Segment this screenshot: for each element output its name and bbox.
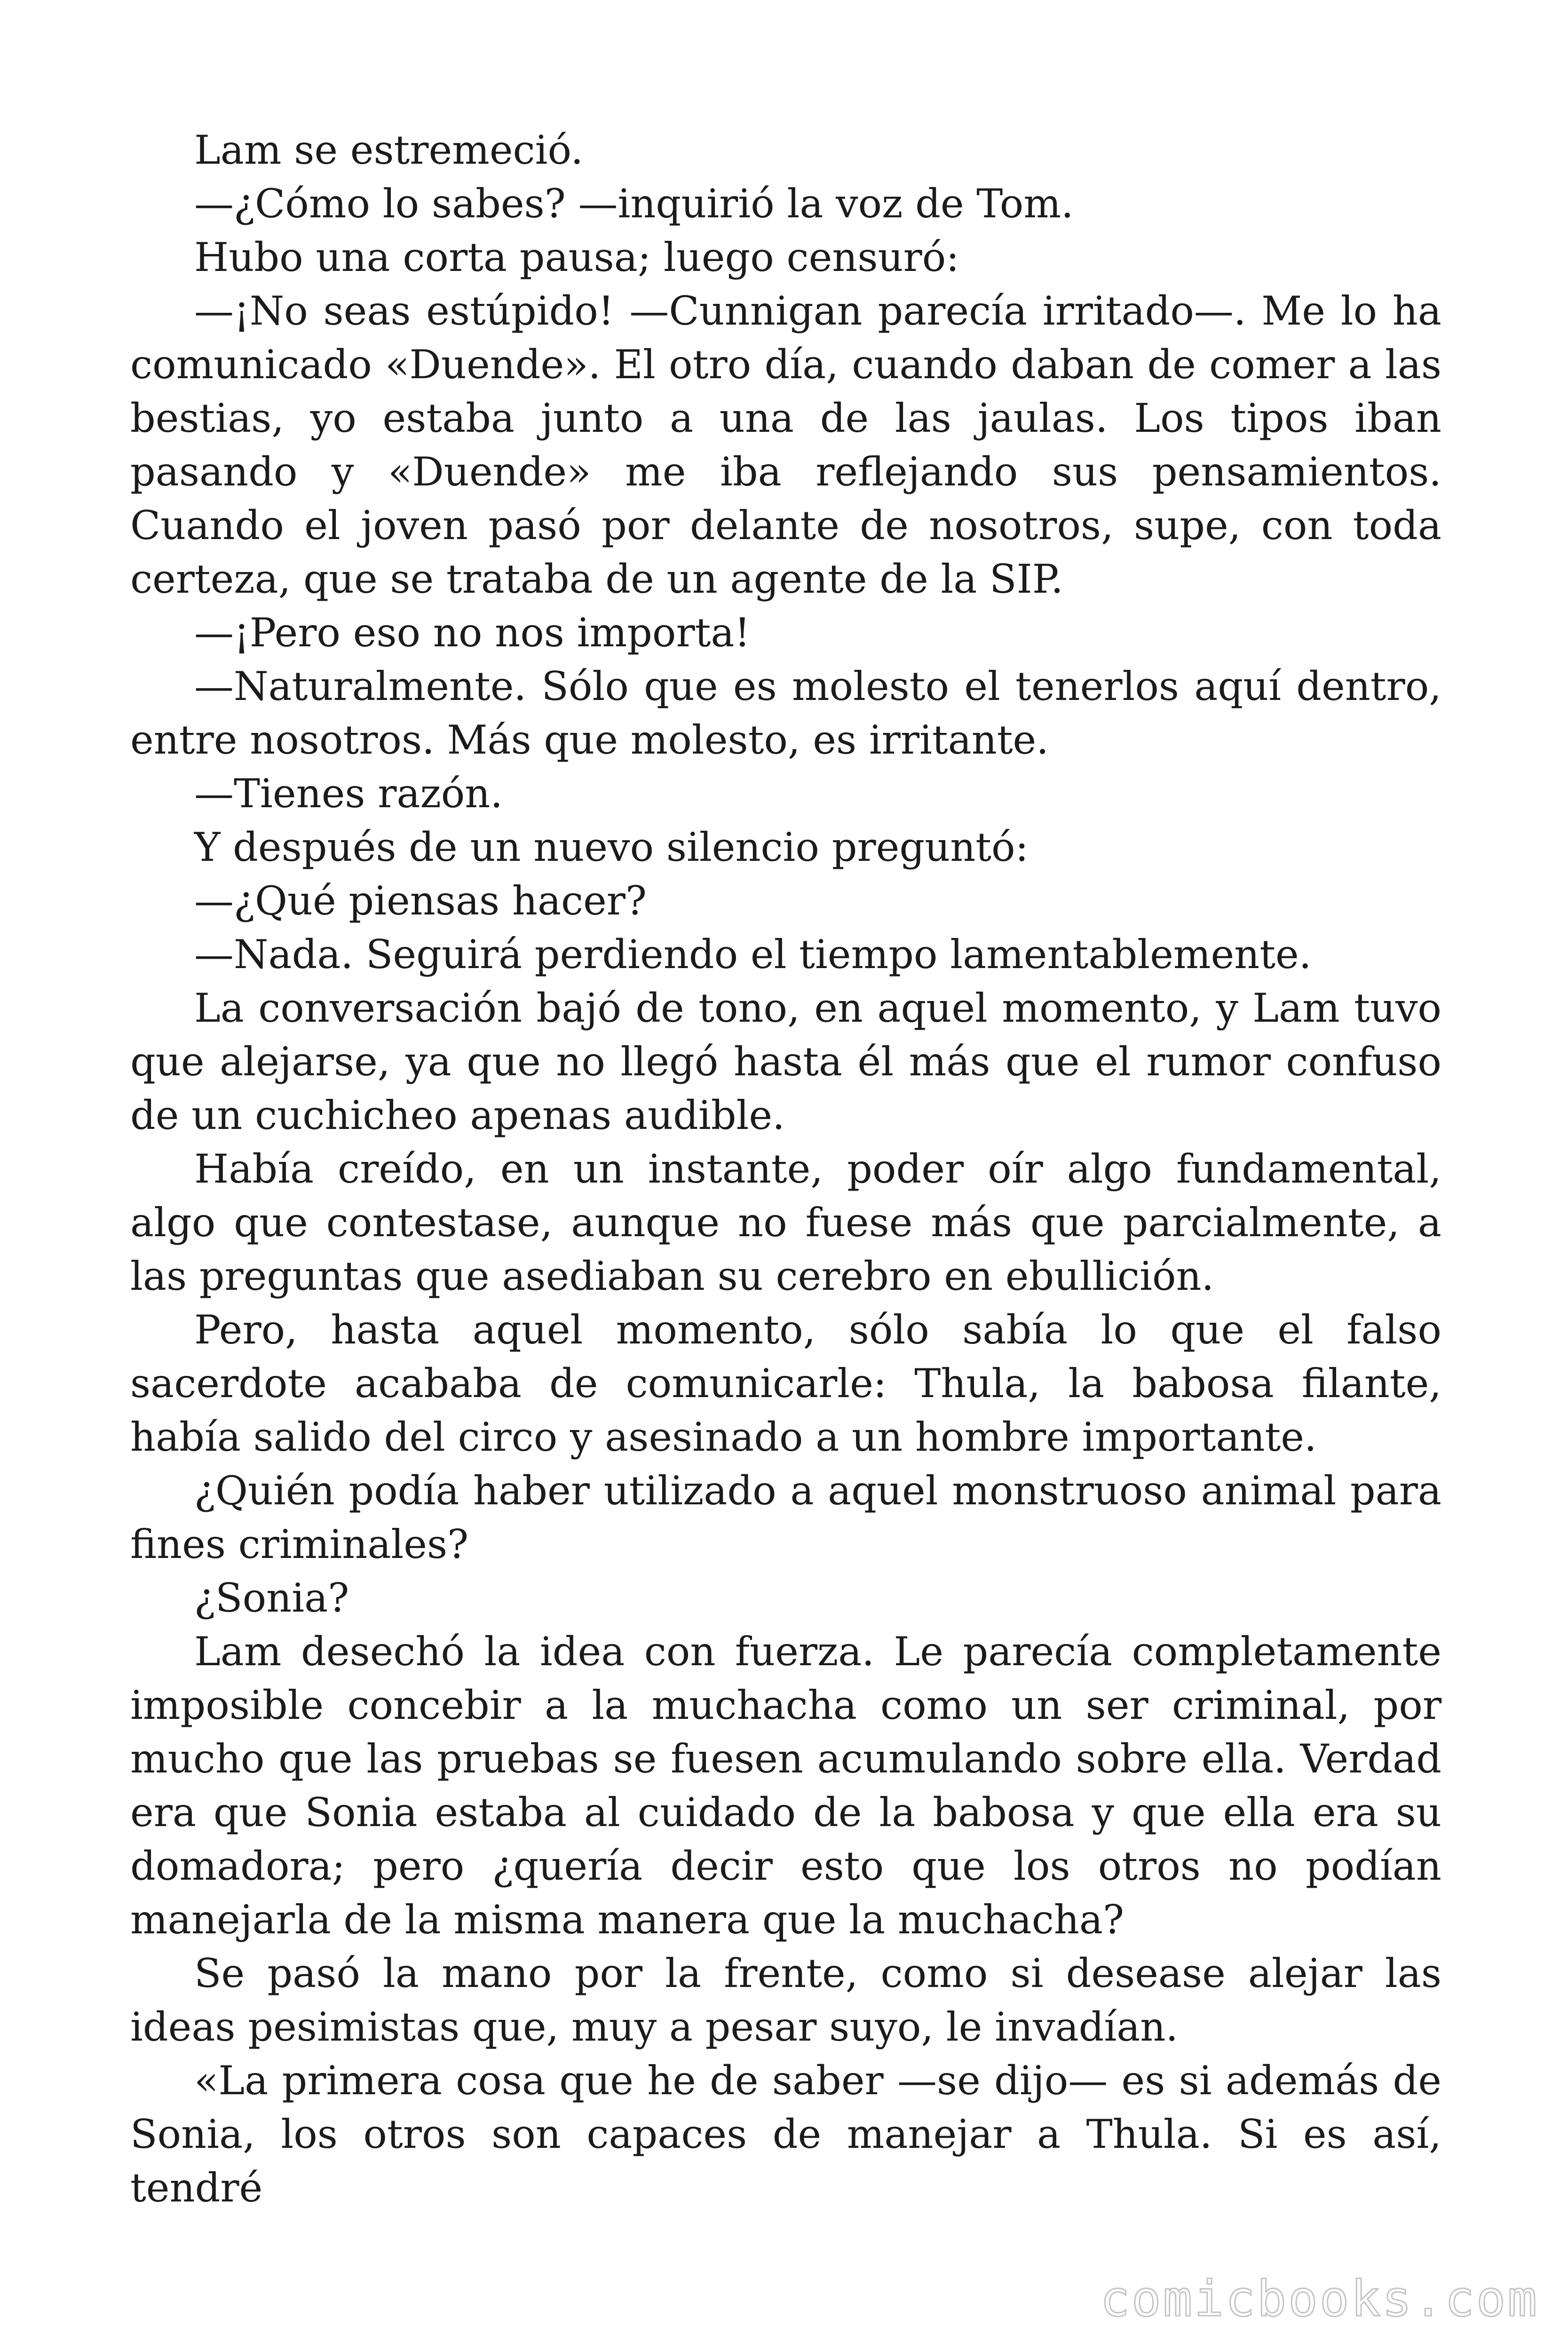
paragraph: La conversación bajó de tono, en aquel momento, y Lam tuvo que alejarse, ya que no llegó hasta él más que el rumor confuso de un cuchicheo apenas audible. [130,985,1441,1138]
paragraph: «La primera cosa que he de saber —se dijo— es si además de Sonia, los otros son capaces de manejar a Thula. Si es así, tendré [130,2058,1441,2211]
paragraph: —¿Cómo lo sabes? —inquirió la voz de Tom. [194,181,1074,227]
watermark: comicbooks.com [1100,2270,1539,2328]
paragraph: Hubo una corta pausa; luego censuró: [194,234,959,280]
paragraph: ¿Quién podía haber utilizado a aquel monstruoso animal para fines criminales? [130,1468,1441,1567]
paragraph: Y después de un nuevo silencio preguntó: [194,824,1029,870]
paragraph: —¡Pero eso no nos importa! [194,610,751,656]
paragraph: —¡No seas estúpido! —Cunnigan parecía irritado—. Me lo ha comunicado «Duende». El otro día, cuando daban de comer a las bestias, yo estaba junto a una de las jaulas. Los tipos iban pasando y «Duende» me iba reflejando sus pensamientos. Cuando el joven pasó por delante de nosotros, supe, con toda certeza, que se trataba de un agente de la SIP. [130,288,1441,602]
paragraph: —Tienes razón. [194,771,503,817]
paragraph: Pero, hasta aquel momento, sólo sabía lo que el falso sacerdote acababa de comunicarle: Thula, la babosa filante, había salido del circo y asesinado a un hombre importante. [130,1307,1441,1460]
paragraph: Lam se estremeció. [194,127,584,173]
paragraph: Había creído, en un instante, poder oír algo fundamental, algo que contestase, aunque no fuese más que parcialmente, a las preguntas que asediaban su cerebro en ebullición. [130,1146,1441,1299]
paragraph: ¿Sonia? [194,1575,349,1621]
page-text [130,123,1441,2215]
paragraph: —Nada. Seguirá perdiendo el tiempo lamentablemente. [194,931,1312,977]
paragraph: —Naturalmente. Sólo que es molesto el tenerlos aquí dentro, entre nosotros. Más que molesto, es irritante. [130,663,1441,763]
paragraph: —¿Qué piensas hacer? [194,878,647,924]
paragraph: Lam desechó la idea con fuerza. Le parecía completamente imposible concebir a la muchacha como un ser criminal, por mucho que las pruebas se fuesen acumulando sobre ella. Verdad era que Sonia estaba al cuidado de la babosa y que ella era su domadora; pero ¿quería decir esto que los otros no podían manejarla de la misma manera que la muchacha? [130,1629,1441,1943]
paragraph: Se pasó la mano por la frente, como si desease alejar las ideas pesimistas que, muy a pesar suyo, le invadían. [130,1950,1441,2050]
